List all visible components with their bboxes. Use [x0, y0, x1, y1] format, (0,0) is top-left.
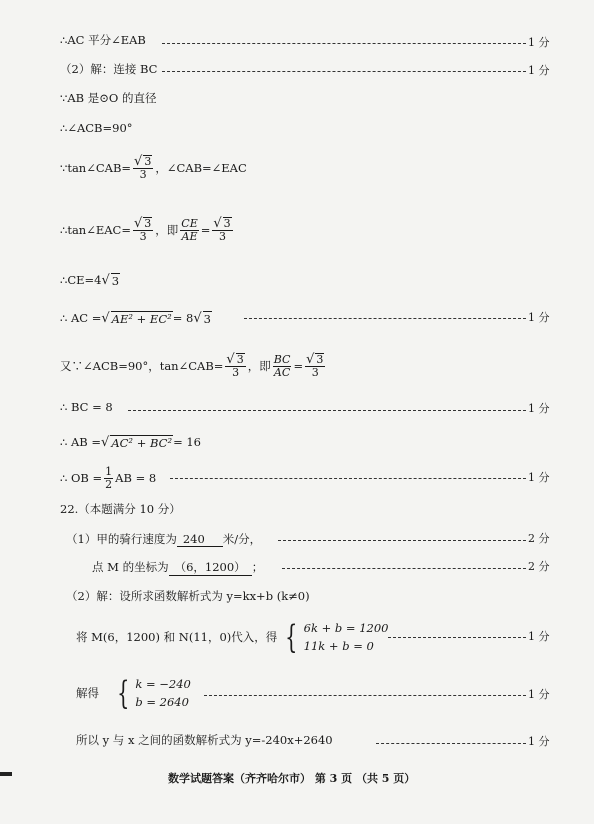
ob-text: ∴ OB = [60, 471, 103, 485]
sqrt-sign: √ [101, 434, 110, 450]
fraction-sqrt3-over-3 [212, 217, 232, 243]
radicand: 3 [223, 217, 231, 230]
denominator: 2 [105, 477, 113, 491]
score-leader [162, 43, 526, 44]
sqrt-sign: √ [133, 216, 143, 231]
question-22-heading: 22.（本题满分 10 分） [60, 502, 181, 516]
score-label: 1 分 [528, 402, 550, 415]
tan-eac-text: ∴tan∠EAC= [60, 223, 131, 237]
line-ob-value [60, 460, 156, 496]
semicolon: ； [251, 560, 264, 574]
tan-cab-text: ∵tan∠CAB= [60, 161, 132, 175]
denominator: 3 [139, 230, 147, 243]
denominator: 3 [139, 168, 147, 181]
sqrt-sign: √ [101, 272, 110, 288]
fraction-sqrt3-over-3 [133, 155, 153, 181]
equation-system-1: { 6k + b = 1200 11k + b = 0 [285, 618, 389, 656]
score-leader [128, 410, 526, 411]
line-connect-bc: （2）解：连接 BC [60, 62, 158, 76]
score-label: 1 分 [528, 64, 550, 77]
line-final-answer: 所以 y 与 x 之间的函数解析式为 y=-240x+2640 [76, 733, 333, 747]
radicand: 3 [203, 311, 211, 326]
score-leader [278, 540, 526, 541]
denominator: AE [181, 229, 198, 243]
line-ce-value [60, 270, 120, 290]
solution-b: b = 2640 [135, 695, 189, 709]
result-text: AB = 8 [115, 471, 157, 485]
namely-text: ，即 [155, 223, 179, 237]
score-label: 1 分 [528, 36, 550, 49]
radicand: 3 [144, 155, 152, 168]
line-ac-value [60, 308, 212, 328]
line-diameter: ∵AB 是⊙O 的直径 [60, 91, 157, 105]
score-leader [162, 71, 526, 72]
solution-k: k = −240 [135, 677, 191, 691]
line-ac-bisects: ∴AC 平分∠EAB [60, 33, 146, 47]
speed-answer: 240 [177, 532, 223, 547]
line-set-function: （2）解：设所求函数解析式为 y=kx+b (k≠0) [66, 589, 310, 603]
fraction-sqrt3-over-3 [133, 217, 153, 243]
denominator: 3 [219, 230, 227, 243]
equals-sign: = [200, 223, 211, 237]
point-m-answer: （6，1200） [169, 559, 252, 576]
score-leader [376, 743, 526, 744]
fraction-ce-over-ae [180, 218, 198, 243]
result-text: = 16 [173, 435, 201, 449]
score-label: 1 分 [528, 735, 550, 748]
speed-text: （1）甲的骑行速度为 [66, 532, 177, 546]
point-m-text: 点 M 的坐标为 [92, 560, 169, 574]
sqrt-sign: √ [134, 154, 143, 169]
namely-text: ，即 [247, 359, 271, 373]
score-label: 2 分 [528, 560, 550, 573]
score-leader [244, 318, 526, 319]
radicand: 3 [236, 353, 244, 366]
sqrt-sign: √ [306, 352, 315, 367]
radicand: 3 [144, 217, 152, 230]
line-angle-acb: ∴∠ACB=90° [60, 121, 133, 135]
score-label: 1 分 [528, 630, 550, 643]
line-tan-cab [60, 148, 247, 188]
score-label: 1 分 [528, 471, 550, 484]
score-leader [388, 637, 526, 638]
score-label: 1 分 [528, 688, 550, 701]
line-substitute [76, 616, 388, 658]
sqrt-sign: √ [101, 310, 110, 326]
numerator: BC [273, 352, 291, 366]
line-ab-value [60, 432, 201, 452]
angle-equal-text: ，∠CAB=∠EAC [155, 161, 247, 175]
fraction-sqrt3-over-3 [305, 353, 325, 379]
sqrt-sign: √ [193, 310, 202, 326]
page-footer: 数学试题答案（齐齐哈尔市） 第 3 页 （共 5 页） [168, 772, 416, 785]
radicand: 3 [316, 353, 324, 366]
unit-text: 米/分， [222, 532, 262, 546]
radicand: AE² + EC² [111, 311, 172, 326]
line-speed [66, 530, 261, 548]
score-leader [204, 695, 526, 696]
line-solve [76, 672, 191, 714]
equation-1: 6k + b = 1200 [303, 621, 389, 635]
ce-text: ∴CE= [60, 273, 95, 287]
score-leader [170, 478, 526, 479]
denominator: 3 [232, 366, 240, 379]
fraction-bc-over-ac [273, 354, 292, 379]
fraction-sqrt3-over-3 [225, 353, 245, 379]
line-tan-eac [60, 210, 235, 250]
also-text: 又∵∠ACB=90°，tan∠CAB= [60, 359, 224, 373]
line-bc-value: ∴ BC = 8 [60, 400, 113, 414]
denominator: AC [273, 365, 291, 379]
numerator: CE [181, 216, 198, 230]
equals-sign: = [293, 359, 304, 373]
radicand: 3 [111, 273, 120, 288]
sqrt-sign: √ [213, 216, 222, 231]
line-point-m [92, 558, 263, 576]
score-leader [282, 568, 526, 569]
substitute-text: 将 M(6，1200) 和 N(11，0)代入，得 [76, 630, 278, 644]
score-label: 2 分 [528, 532, 550, 545]
equation-2: 11k + b = 0 [303, 639, 374, 653]
numerator: 1 [105, 464, 113, 478]
radicand: AC² + BC² [111, 435, 173, 450]
page-edge-mark [0, 772, 12, 776]
fraction-one-half [104, 466, 113, 491]
coefficient: 4 [94, 273, 102, 287]
result-text: = 8 [172, 311, 194, 325]
score-label: 1 分 [528, 311, 550, 324]
solve-text: 解得 [76, 686, 99, 700]
denominator: 3 [311, 366, 319, 379]
line-tan-cab-again [60, 346, 327, 386]
ac-text: ∴ AC = [60, 311, 102, 325]
sqrt-sign: √ [226, 352, 235, 367]
equation-system-2: { k = −240 b = 2640 [117, 674, 191, 712]
ab-text: ∴ AB = [60, 435, 102, 449]
